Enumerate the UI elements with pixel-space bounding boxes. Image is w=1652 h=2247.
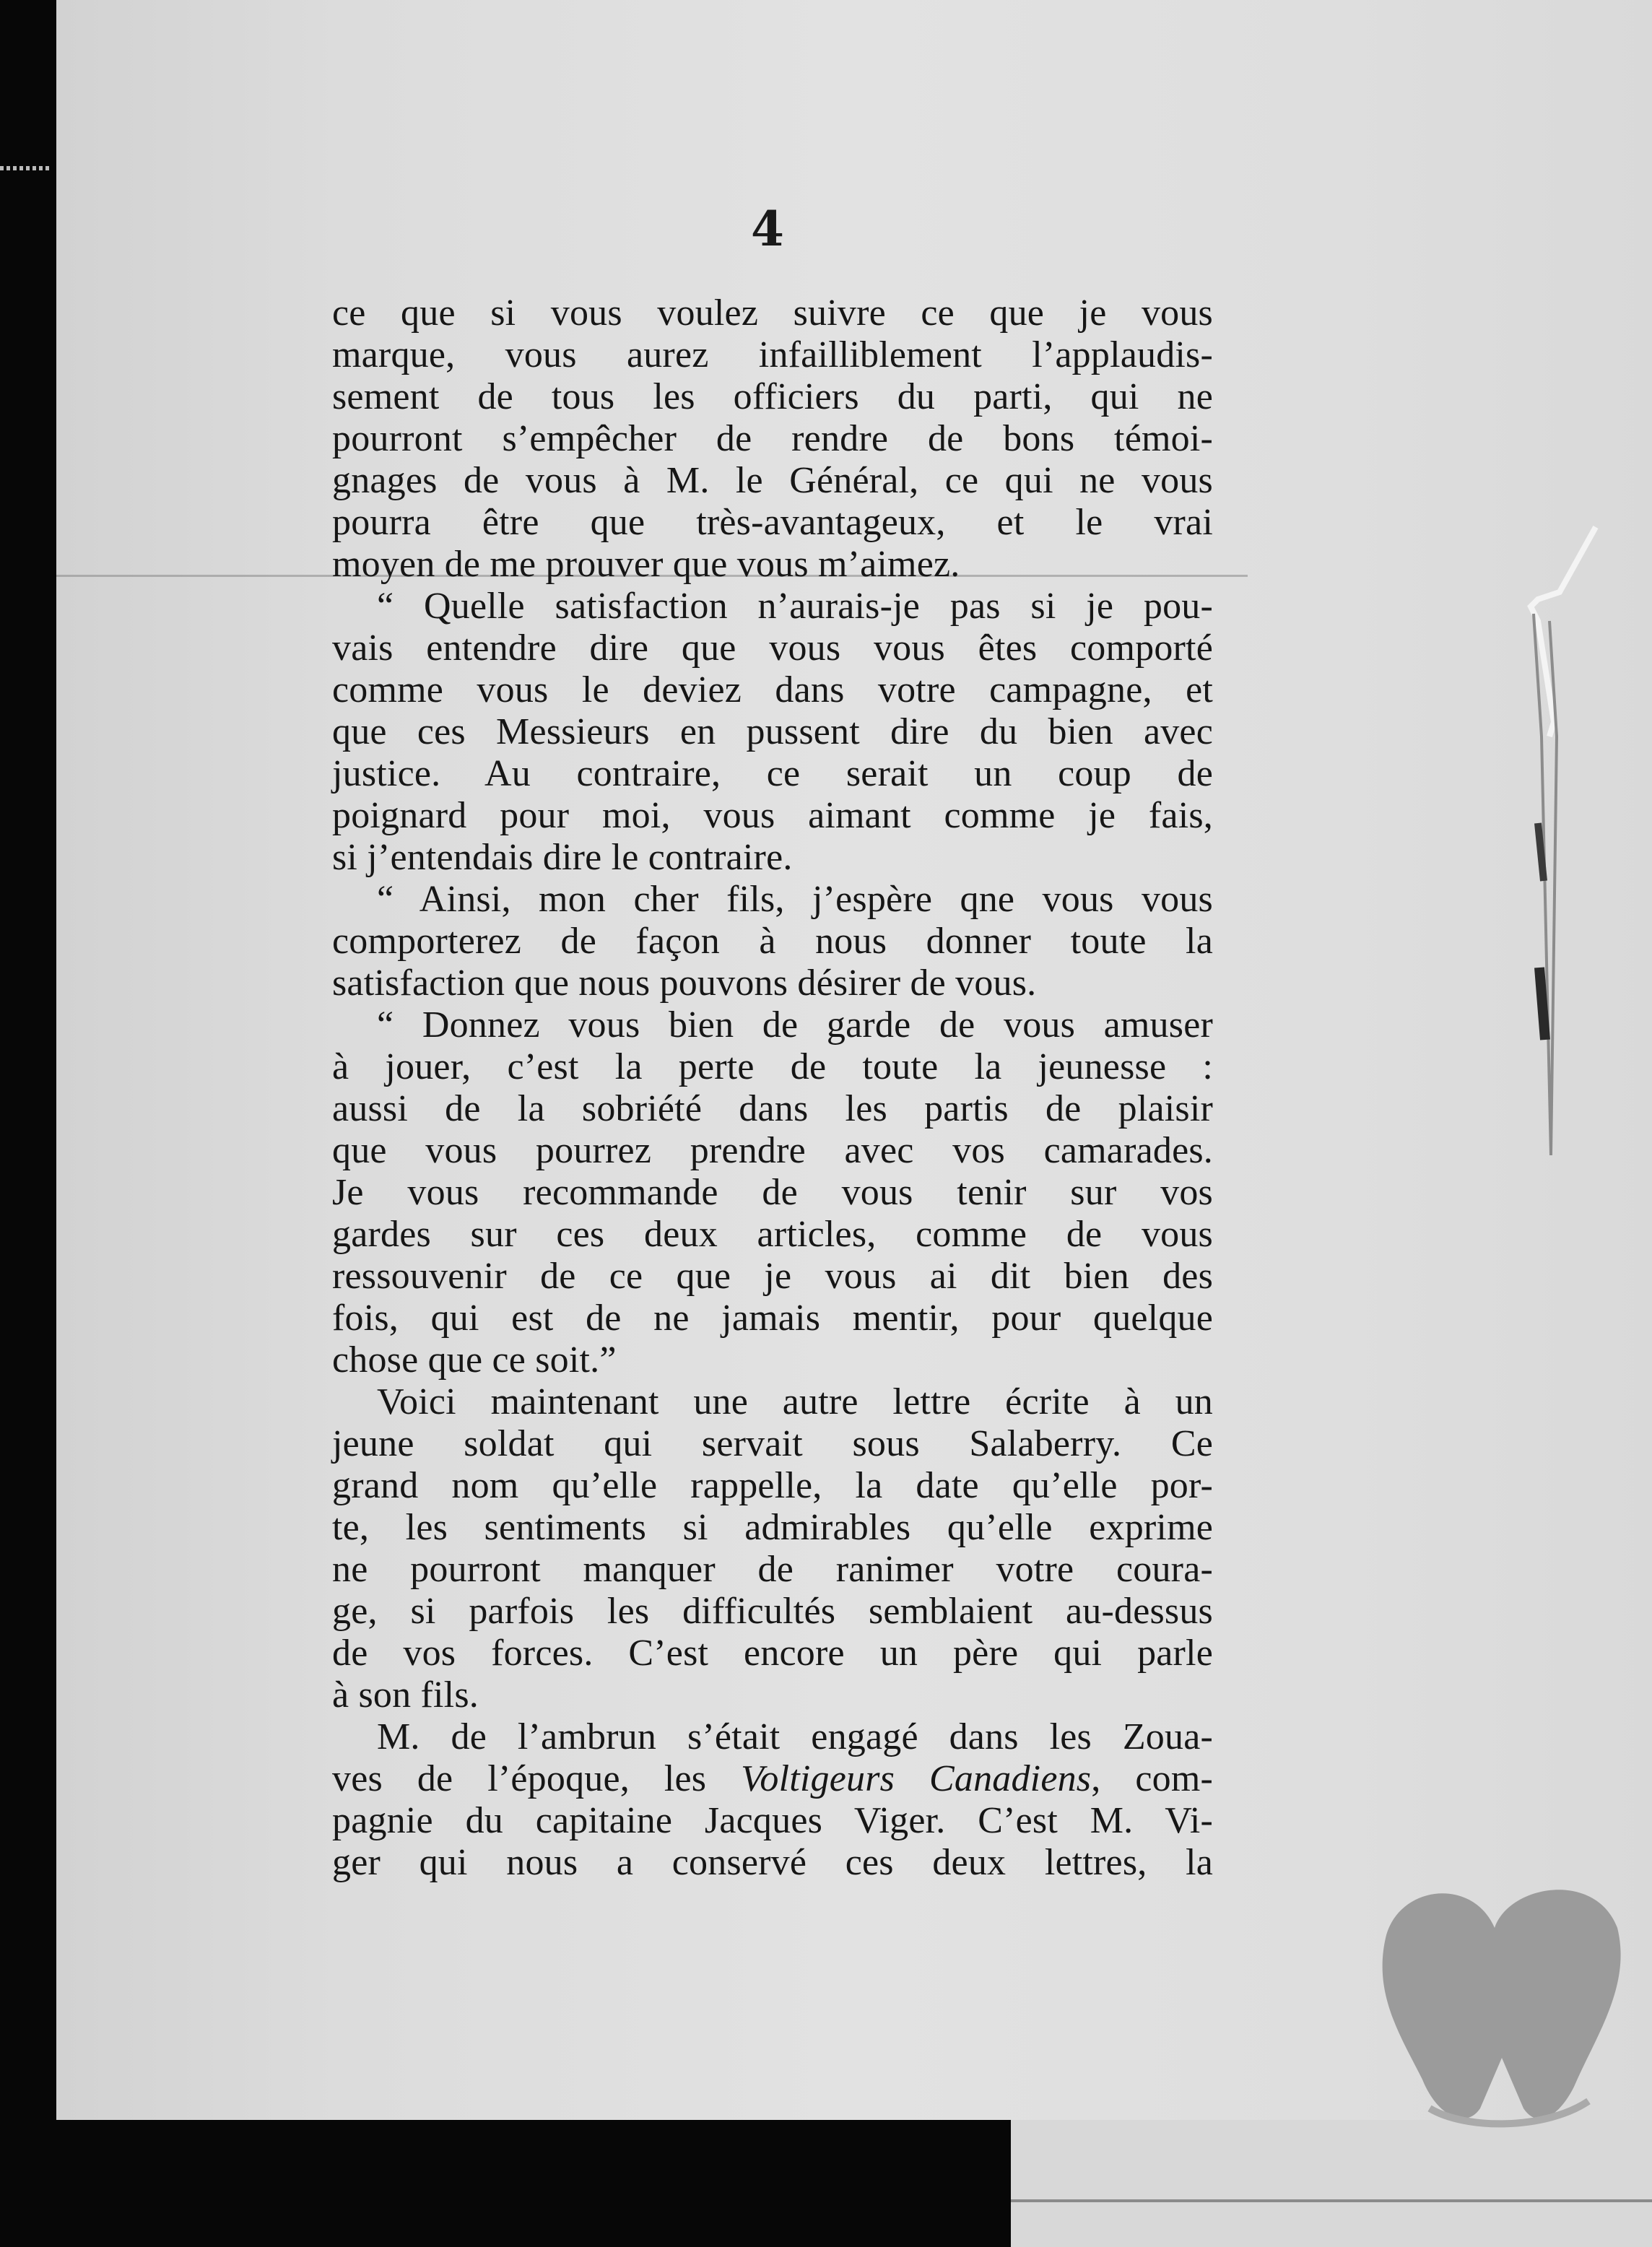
text-line: si j’entendais dire le contraire. — [332, 837, 793, 878]
text-segment: ves de l’époque, les — [332, 1758, 742, 1799]
pin-icon — [1487, 520, 1603, 1271]
text-line: “ Ainsi, mon cher fils, j’espère qne vous vous — [377, 879, 1213, 920]
text-line: pagnie du capitaine Jacques Viger. C’est M. Vi- — [332, 1800, 1213, 1841]
text-line: comme vous le deviez dans votre campagne, et — [332, 669, 1213, 710]
text-line: fois, qui est de ne jamais mentir, pour quelque — [332, 1298, 1213, 1339]
text-line: ge, si parfois les difficultés semblaient au-dessus — [332, 1591, 1213, 1632]
text-line: sement de tous les officiers du parti, qui ne — [332, 376, 1213, 417]
text-line: justice. Au contraire, ce serait un coup de — [332, 753, 1213, 794]
text-line: ger qui nous a conservé ces deux lettres, la — [332, 1842, 1213, 1883]
text-line: satisfaction que nous pouvons désirer de vous. — [332, 962, 1037, 1004]
text-line: pourra être que très-avantageux, et le vrai — [332, 502, 1213, 543]
text-line: chose que ce soit.” — [332, 1339, 617, 1381]
text-line: moyen de me prouver que vous m’aimez. — [332, 544, 960, 585]
text-line: marque, vous aurez infailliblement l’applaudis- — [332, 334, 1213, 375]
body-text — [332, 292, 1213, 1884]
text-line: gnages de vous à M. le Général, ce qui ne vous — [332, 460, 1213, 501]
page-number: 4 — [751, 201, 784, 257]
text-line: que ces Messieurs en pussent dire du bien avec — [332, 711, 1213, 752]
ink-stain — [1357, 1870, 1646, 2159]
text-line: à son fils. — [332, 1674, 479, 1716]
text-line: grand nom qu’elle rappelle, la date qu’elle por- — [332, 1465, 1213, 1506]
text-line: “ Quelle satisfaction n’aurais-je pas si je pou- — [377, 586, 1213, 627]
text-line: de vos forces. C’est encore un père qui parle — [332, 1633, 1213, 1674]
italic-company-name: Voltigeurs Canadiens — [741, 1758, 1092, 1799]
text-line: pourront s’empêcher de rendre de bons témoi- — [332, 418, 1213, 459]
text-line: Je vous recommande de vous tenir sur vos — [332, 1172, 1213, 1213]
text-line: aussi de la sobriété dans les partis de plaisir — [332, 1088, 1213, 1129]
text-line: ne pourront manquer de ranimer votre coura- — [332, 1549, 1213, 1590]
text-line: gardes sur ces deux articles, comme de vous — [332, 1214, 1213, 1255]
text-line: à jouer, c’est la perte de toute la jeunesse : — [332, 1046, 1213, 1087]
text-line: poignard pour moi, vous aimant comme je fais, — [332, 795, 1213, 836]
text-line: “ Donnez vous bien de garde de vous amuser — [377, 1004, 1213, 1046]
text-line — [332, 1758, 1213, 1800]
text-line: comporterez de façon à nous donner toute la — [332, 921, 1213, 962]
text-line: jeune soldat qui servait sous Salaberry. Ce — [332, 1423, 1213, 1464]
text-line: ce que si vous voulez suivre ce que je vous — [332, 292, 1213, 334]
text-segment: , com- — [1091, 1758, 1213, 1799]
text-line: vais entendre dire que vous vous êtes comporté — [332, 627, 1213, 669]
scan-edge-noise — [0, 166, 51, 170]
text-line: Voici maintenant une autre lettre écrite à un — [377, 1381, 1213, 1422]
text-line: ressouvenir de ce que je vous ai dit bien des — [332, 1256, 1213, 1297]
text-line: que vous pourrez prendre avec vos camarades. — [332, 1130, 1213, 1171]
text-line: M. de l’ambrun s’était engagé dans les Zoua- — [377, 1716, 1213, 1757]
text-line: te, les sentiments si admirables qu’elle exprime — [332, 1507, 1213, 1548]
